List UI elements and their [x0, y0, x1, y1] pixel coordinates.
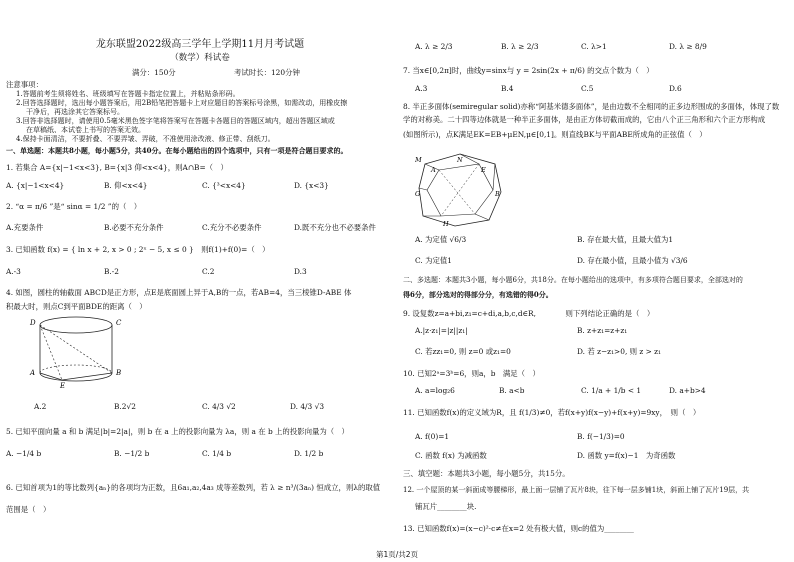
q3-option-b[interactable]: B.-2	[104, 267, 119, 276]
q4-option-d[interactable]: D. 4/3 √3	[290, 402, 325, 411]
q6-option-c[interactable]: C. λ>1	[581, 42, 607, 51]
q10-stem: 10. 已知2ᵃ=3ᵇ=6，则a，b 满足（ ）	[403, 369, 540, 378]
q4-option-c[interactable]: C. 4/3 √2	[202, 402, 236, 411]
note-3b: 在草稿纸、本试卷上书写的答案无效。	[26, 126, 145, 134]
fig8-label-b: B	[495, 190, 500, 198]
full-score: 满分：150分	[132, 68, 176, 77]
q12-stem-line1: 12. 一个屋顶的某一斜面成等腰梯形，最上面一层铺了瓦片8块，往下每一层多铺1块，斜面上铺了瓦片19层，共	[403, 486, 750, 494]
q4-option-a[interactable]: A.2	[34, 402, 47, 411]
q6-stem-line1: 6. 已知首项为1的等比数列{aₙ}的各项均为正数，且6a₁,a₂,4a₃ 成等差数列，若 λ ≥ n³/(3aₙ) 恒成立，则λ的取值	[6, 483, 381, 492]
page-footer: 第1页/共2页	[375, 550, 419, 559]
exam-subtitle: （数学）科试卷	[170, 53, 230, 63]
q11-option-c[interactable]: C. 函数 f(x) 为减函数	[415, 451, 487, 460]
q2-option-a[interactable]: A.充要条件	[6, 223, 44, 232]
q9-option-c[interactable]: C. 若zz₁=0, 则 z=0 或z₁=0	[415, 347, 511, 356]
q1-option-b[interactable]: B. 仰<x<4}	[104, 181, 148, 190]
q11-option-a[interactable]: A. f(0)=1	[415, 432, 450, 441]
q9-option-a[interactable]: A.|z·z₁|=|z||z₁|	[415, 326, 468, 335]
q12-stem-line2: 铺瓦片________块.	[415, 502, 477, 511]
note-2: 2.回答选择题时，选出每小题答案后，用2B铅笔把答题卡上对应题目的答案标号涂黑，如需改动，用橡皮擦	[16, 99, 348, 107]
q7-option-b[interactable]: B.4	[501, 84, 514, 93]
q13-stem: 13. 已知函数f(x)=(x−c)²·c≠在x=2 处有极大值，则c的值为________	[403, 524, 634, 533]
fig4-label-a: A	[30, 369, 36, 377]
q10-option-b[interactable]: B. a<b	[499, 386, 525, 395]
q5-option-b[interactable]: B. −1/2 b	[114, 449, 150, 458]
fig4-label-c: C	[116, 319, 122, 327]
note-3: 3.回答非选择题时，请使用0.5毫米黑色签字笔将答案写在答题卡各题目的答题区域内，超出答题区域或	[16, 117, 335, 125]
q8-stem-line3: (如图所示)，点K满足EK=EB+μEN,μ∈[0,1]。则直线BK与平面ABE所成角的正弦值（ ）	[403, 130, 707, 139]
q11-option-d[interactable]: D. 函数 y=f(x)−1 为奇函数	[577, 451, 676, 460]
polyhedron-figure	[415, 150, 505, 230]
q9-option-d[interactable]: D. 若 z−z₁>0, 则 z > z₁	[577, 347, 662, 356]
q7-option-a[interactable]: A.3	[415, 84, 428, 93]
fig4-label-e: E	[60, 382, 66, 389]
fig4-label-d: D	[30, 319, 36, 327]
fig8-label-g: G	[415, 190, 421, 198]
fig8-label-e: E	[481, 166, 486, 174]
note-2b: 干净后，再选涂其它答案标号。	[26, 108, 124, 116]
q3-stem: 3. 已知函数 f(x) = { ln x + 2, x > 0 ; 2ˣ − 5, x ≤ 0 } 则f(1)+f(0)=（ ）	[6, 245, 270, 254]
q9-option-b[interactable]: B. z+z₁=z+z₁	[577, 326, 628, 335]
q9-stem: 9. 设复数z=a+bi,z₁=c+di,a,b,c,d∈R, 则下列结论正确的是（ ）	[403, 309, 655, 318]
q7-stem: 7. 当x∈[0,2π]时，曲线y=sinx与 y = 2sin(2x + π/6) 的交点个数为（ ）	[403, 66, 654, 75]
q1-option-c[interactable]: C. {³<x<4}	[202, 181, 246, 190]
q2-option-d[interactable]: D.既不充分也不必要条件	[294, 223, 376, 232]
q8-option-a[interactable]: A. 为定值 √6/3	[415, 235, 467, 244]
q6-option-a[interactable]: A. λ ≥ 2/3	[415, 42, 453, 51]
q8-option-d[interactable]: D. 存在最小值，且最小值为 √3/6	[577, 256, 688, 265]
exam-title: 龙东联盟2022级高三学年上学期11月月考试题	[95, 39, 305, 50]
section1-heading: 一、单选题：本题共8小题，每小题5分，共40分。在每小题给出的四个选项中，只有一项是符合题目要求的。	[6, 146, 348, 155]
note-4: 4.保持卡面清洁，不要折叠、不要弄皱、弄破，不准使用涂改液、修正带、刮纸刀。	[16, 135, 275, 143]
q7-option-d[interactable]: D.6	[669, 84, 682, 93]
q5-option-d[interactable]: D. 1/2 b	[294, 449, 324, 458]
q3-option-c[interactable]: C.2	[202, 267, 215, 276]
exam-time: 考试时长：120分钟	[234, 68, 300, 77]
q10-option-d[interactable]: D. a+b>4	[669, 386, 706, 395]
q10-option-c[interactable]: C. 1/a + 1/b < 1	[581, 386, 642, 395]
q11-option-b[interactable]: B. f(−1/3)=0	[577, 432, 625, 441]
q10-option-a[interactable]: A. a=log₂6	[415, 386, 455, 395]
fig4-label-b: B	[116, 369, 122, 377]
q11-stem: 11. 已知函数f(x)的定义域为R，且 f(1/3)≠0，若f(x+y)f(x−y)+f(x+y)=9xy， 则（ ）	[403, 408, 701, 417]
section3-heading: 三、填空题：本题共3小题，每小题5分，共15分。	[403, 469, 570, 478]
q2-stem: 2. “α = π/6 ”是“ sinα = 1/2 ”的（ ）	[6, 202, 142, 211]
left-column	[4, 0, 396, 545]
q5-option-c[interactable]: C. 1/4 b	[202, 449, 232, 458]
q8-option-b[interactable]: B. 存在最大值，且最大值为1	[577, 235, 674, 244]
fig8-label-n: N	[457, 156, 463, 164]
fig8-label-a: A	[431, 166, 436, 174]
right-column	[401, 0, 790, 545]
q8-option-c[interactable]: C. 为定值1	[415, 256, 452, 265]
cylinder-figure	[22, 313, 152, 389]
q3-option-d[interactable]: D.3	[294, 267, 307, 276]
q5-option-a[interactable]: A. −1/4 b	[6, 449, 42, 458]
q6-stem-line2: 范围是（ ）	[6, 505, 51, 514]
q2-option-c[interactable]: C.充分不必要条件	[202, 223, 262, 232]
q1-option-a[interactable]: A. {x|−1<x<4}	[6, 181, 65, 190]
section2-heading-line1: 二、多选题：本题共3小题，每小题6分，共18分。在每小题给出的选项中，有多项符合题目要求，全部选对的	[403, 276, 743, 284]
q2-option-b[interactable]: B.必要不充分条件	[104, 223, 164, 232]
q8-stem-line1: 8. 半正多面体(semiregular solid)亦称“阿基米德多面体”，是由边数不全相同的正多边形围成的多面体，体现了数	[403, 102, 780, 111]
note-1: 1.答题前考生须将姓名、班级填写在答题卡指定位置上，并粘贴条形码。	[16, 90, 240, 98]
q6-option-d[interactable]: D. λ ≥ 8/9	[669, 42, 707, 51]
fig8-label-h: H	[443, 220, 449, 228]
notes-label: 注意事项：	[6, 80, 43, 89]
q1-stem: 1. 若集合 A={x|−1<x<3}, B={x|3 仰<x<4}，则A∩B=（ ）	[6, 163, 228, 172]
q8-stem-line2: 学的对称美。二十四等边体就是一种半正多面体，是由正方体切截而成的，它由八个正三角形和六个正方形构成	[403, 115, 766, 124]
q7-option-c[interactable]: C.5	[581, 84, 594, 93]
q6-option-b[interactable]: B. λ ≥ 2/3	[501, 42, 539, 51]
q5-stem: 5. 已知平面向量 a 和 b 满足|b|=2|a|，则 b 在 a 上的投影向量为 λa，则 a 在 b 上的投影向量为（ ）	[6, 427, 349, 436]
q4-option-b[interactable]: B.2√2	[114, 402, 136, 411]
q3-option-a[interactable]: A.-3	[6, 267, 21, 276]
section2-heading-line2: 得6分，部分选对的得部分分，有选错的得0分。	[403, 290, 553, 299]
q4-stem-line1: 4. 如图，圆柱的轴截面 ABCD是正方形，点E是底面圆上异于A,B的一点，若AB=4，当三棱锥D-ABE 体	[6, 288, 352, 297]
q4-stem-line2: 积最大时，则点C到平面BDE的距离（ ）	[6, 302, 147, 311]
q1-option-d[interactable]: D. {x<3}	[294, 181, 329, 190]
fig8-label-m: M	[415, 156, 422, 164]
